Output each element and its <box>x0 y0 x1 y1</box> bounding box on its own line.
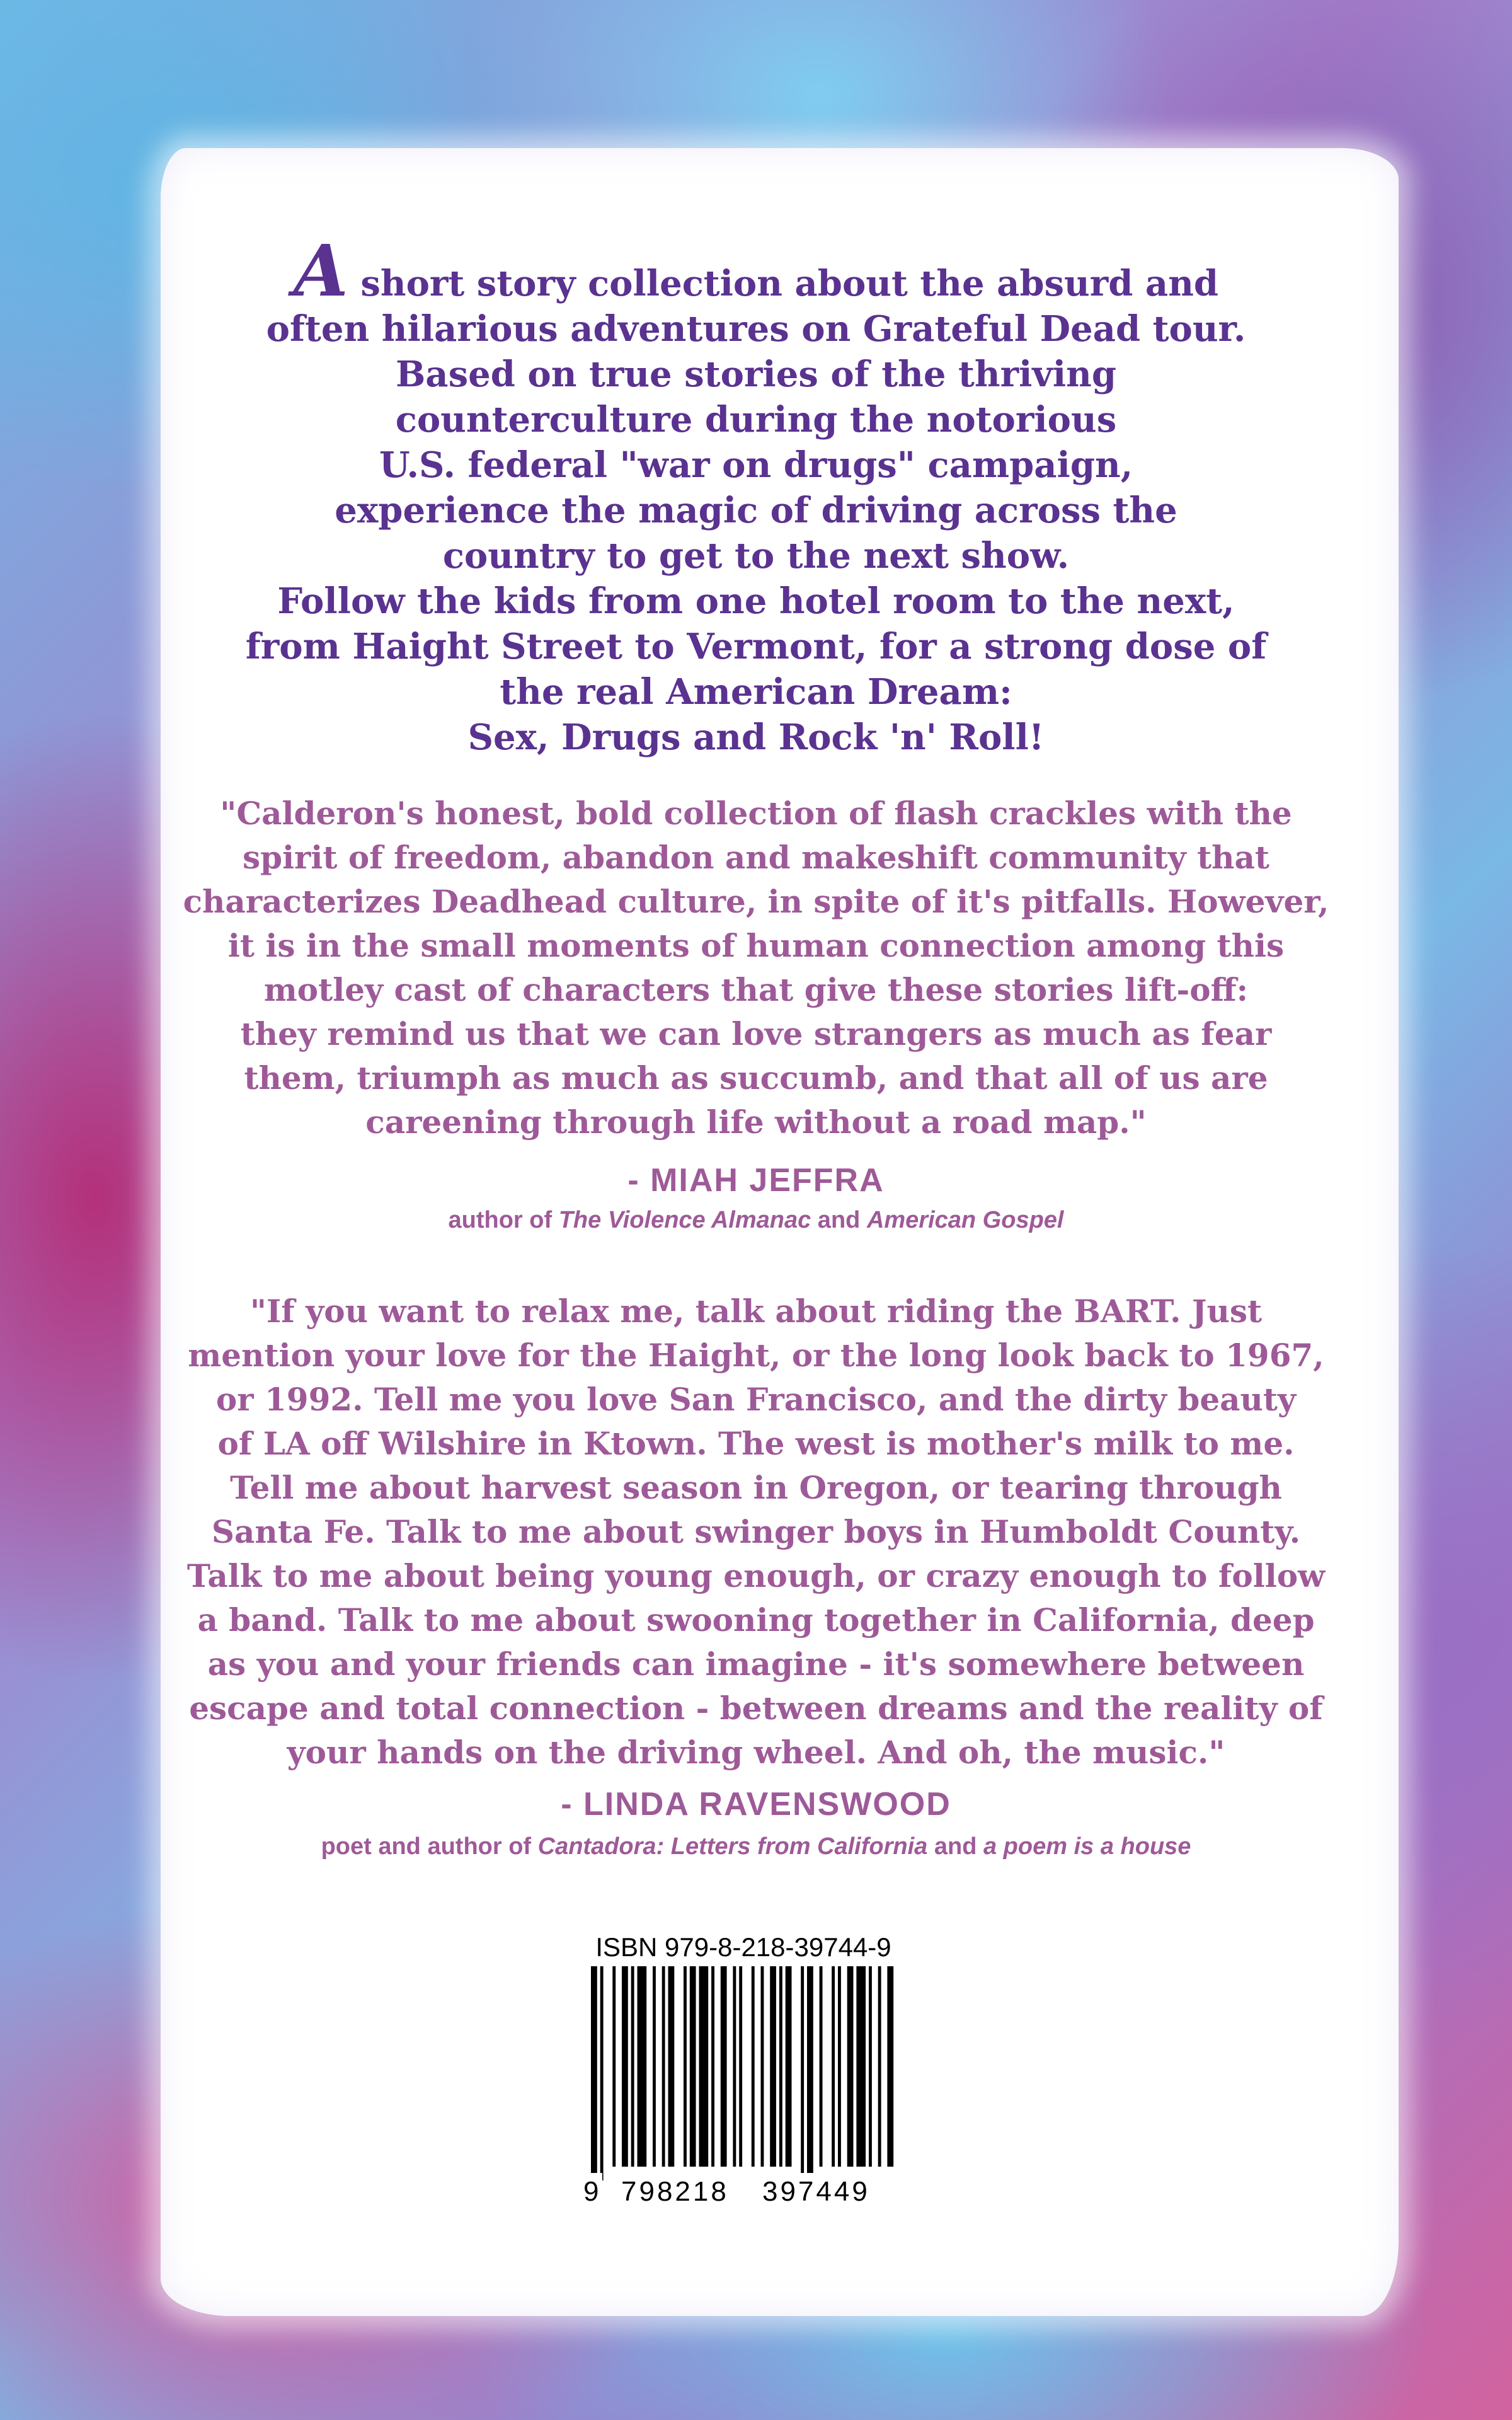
barcode-bar <box>711 1966 714 2167</box>
barcode-digit-lead: 9 <box>580 2173 602 2211</box>
barcode-bar <box>820 1966 823 2167</box>
quote-line: Talk to me about being young enough, or crazy enough to follow <box>186 1557 1326 1594</box>
barcode-bar <box>801 1966 804 2181</box>
barcode-bar <box>662 1966 665 2167</box>
review-2-author: - LINDA RAVENSWOOD <box>561 1786 951 1823</box>
blurb-line: the real American Dream: <box>500 671 1012 713</box>
barcode-bar <box>653 1966 656 2167</box>
quote-line: motley cast of characters that give these stories lift-off: <box>263 971 1249 1008</box>
barcode-bar <box>612 1966 616 2167</box>
quote-line: it is in the small moments of human connection among this <box>227 927 1285 964</box>
quote-line: of LA off Wilshire in Ktown. The west is mother's milk to me. <box>217 1425 1295 1462</box>
quote-line: mention your love for the Haight, or the long look back to 1967, <box>188 1337 1324 1374</box>
quote-line: or 1992. Tell me you love San Francisco, and the dirty beauty <box>215 1381 1297 1418</box>
quote-line: as you and your friends can imagine - it's somewhere between <box>207 1645 1305 1683</box>
blurb-line-0: A short story collection about the absurd and <box>293 230 1219 313</box>
barcode-bar <box>690 1966 696 2167</box>
barcode-bar <box>733 1966 736 2167</box>
quote-line: they remind us that we can love strangers as much as fear <box>240 1015 1272 1052</box>
barcode-bar <box>878 1966 881 2167</box>
quote-line: Tell me about harvest season in Oregon, or tearing through <box>230 1469 1282 1506</box>
blurb-line: country to get to the next show. <box>442 535 1070 577</box>
barcode-bar <box>869 1966 872 2167</box>
blurb-line: often hilarious adventures on Grateful Dead tour. <box>266 308 1246 350</box>
barcode-bar <box>887 1966 893 2167</box>
blurb-line: from Haight Street to Vermont, for a strong dose of <box>245 626 1267 667</box>
barcode-bar <box>847 1966 854 2167</box>
barcode-bar <box>770 1966 776 2167</box>
barcode-bar <box>832 1966 835 2167</box>
barcode-bar <box>638 1966 647 2167</box>
barcode-digits-left: 798218 <box>616 2173 734 2211</box>
blurb-dropcap: A <box>293 230 348 313</box>
credit-book-title: a poem is a house <box>983 1833 1191 1860</box>
barcode-bar <box>631 1966 634 2167</box>
blurb-line: Based on true stories of the thriving <box>395 354 1117 395</box>
barcode-bar <box>761 1966 764 2167</box>
credit-book-title: The Violence Almanac <box>558 1207 811 1233</box>
credit-book-title: American Gospel <box>866 1207 1064 1233</box>
blurb-line: Sex, Drugs and Rock 'n' Roll! <box>467 717 1045 758</box>
barcode-bar <box>699 1966 709 2167</box>
barcode-digits-right: 397449 <box>757 2173 875 2211</box>
quote-line: a band. Talk to me about swooning together in California, deep <box>197 1601 1315 1639</box>
quote-line: "Calderon's honest, bold collection of flash crackles with the <box>220 795 1292 832</box>
barcode-bar <box>739 1966 742 2167</box>
barcode-bar <box>807 1966 813 2181</box>
barcode-bar <box>622 1966 628 2167</box>
quote-line: "If you want to relax me, talk about riding the BART. Just <box>249 1293 1263 1330</box>
blurb-line: U.S. federal "war on drugs" campaign, <box>379 444 1133 486</box>
isbn-label: ISBN 979-8-218-39744-9 <box>595 1932 891 1962</box>
quote-line: your hands on the driving wheel. And oh, the music." <box>287 1734 1225 1771</box>
quote-line: characterizes Deadhead culture, in spite of it's pitfalls. However, <box>183 883 1329 920</box>
barcode-bar <box>752 1966 755 2167</box>
barcode-bar <box>786 1966 792 2167</box>
blurb-line: experience the magic of driving across the <box>335 490 1177 531</box>
quote-line: Santa Fe. Talk to me about swinger boys in Humboldt County. <box>211 1513 1301 1550</box>
book-blurb <box>176 230 1336 760</box>
review-1-credit: author of The Violence Almanac and American Gospel <box>448 1207 1064 1233</box>
isbn-barcode <box>580 1928 907 2218</box>
quote-line: escape and total connection - between dreams and the reality of <box>189 1690 1323 1727</box>
barcode-bar <box>684 1966 687 2167</box>
barcode-bar <box>779 1966 782 2167</box>
barcode-bars <box>586 1966 901 2181</box>
review-quote-1 <box>176 792 1336 1144</box>
barcode-bar <box>668 1966 675 2167</box>
quote-line: them, triumph as much as succumb, and that all of us are <box>244 1059 1268 1097</box>
barcode-bar <box>838 1966 841 2167</box>
quote-line: spirit of freedom, abandon and makeshift community that <box>242 839 1270 876</box>
review-quote-2 <box>176 1289 1336 1775</box>
barcode-digits <box>580 2173 907 2211</box>
quote-line: careening through life without a road map." <box>365 1103 1147 1141</box>
credit-book-title: Cantadora: Letters from California <box>537 1833 928 1860</box>
blurb-line: counterculture during the notorious <box>395 399 1117 441</box>
review-2-credit: poet and author of Cantadora: Letters from California and a poem is a house <box>321 1833 1191 1860</box>
barcode-bar <box>591 1966 597 2181</box>
barcode-bar <box>856 1966 866 2167</box>
barcode-bar <box>721 1966 727 2167</box>
blurb-line: Follow the kids from one hotel room to the next, <box>277 580 1235 622</box>
review-1-author: - MIAH JEFFRA <box>627 1162 885 1199</box>
barcode-bar <box>600 1966 604 2181</box>
